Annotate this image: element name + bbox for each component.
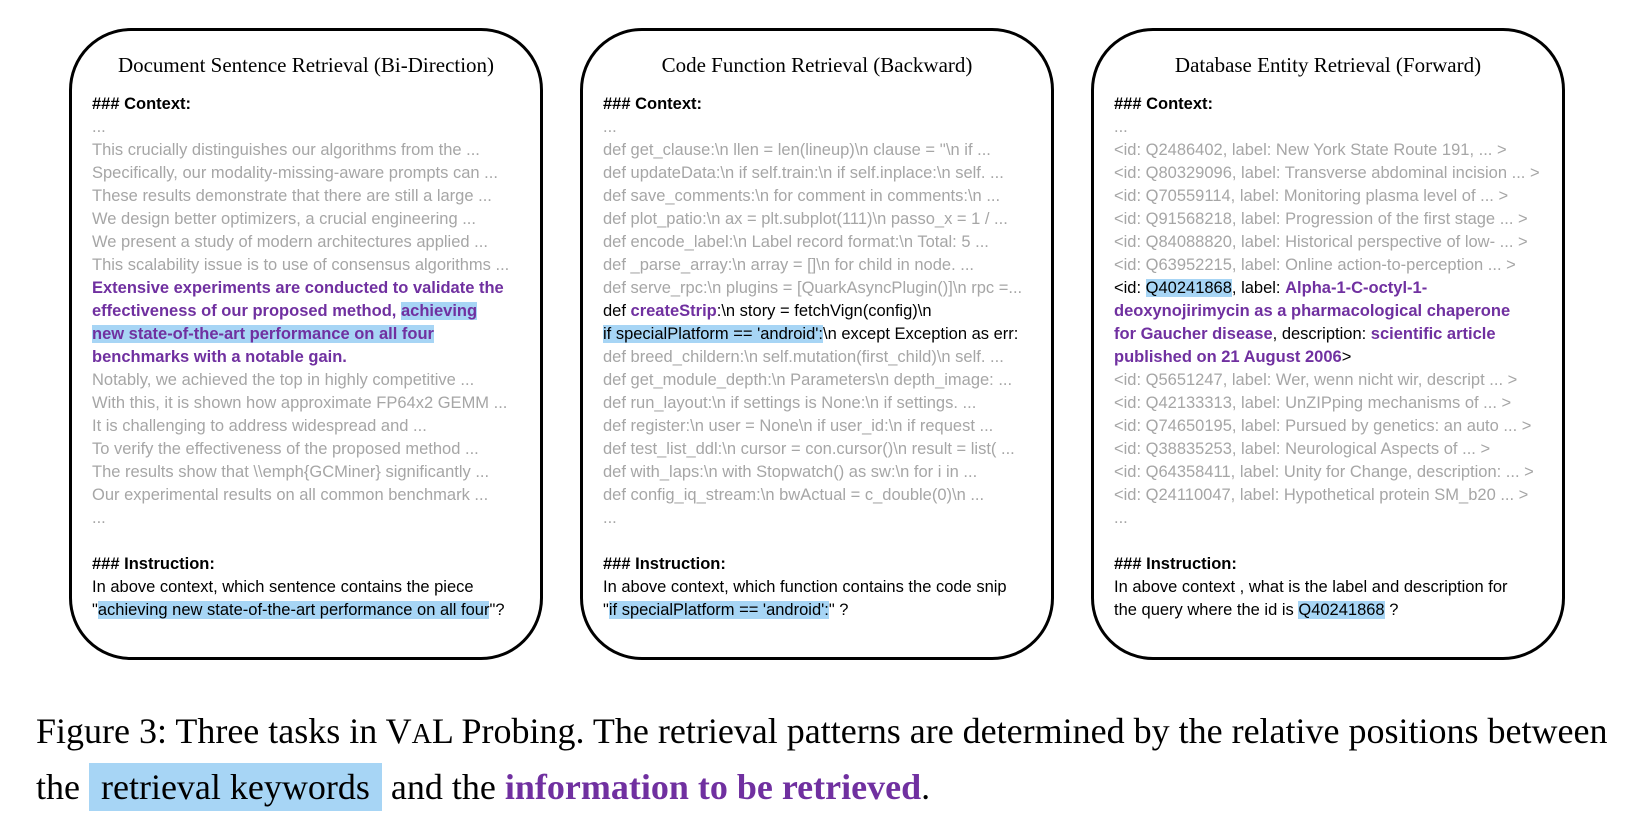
context-ellipsis: ... [1114, 509, 1128, 527]
instruction-text: In above context, which function contains the code snip [603, 578, 1007, 596]
context-ellipsis: ... [603, 509, 617, 527]
panel-title: Database Entity Retrieval (Forward) [1174, 53, 1482, 77]
caption-text: L Probing. The retrieval patterns are determined by the relative positions between the [36, 711, 1608, 807]
context-line: <id: Q64358411, label: Unity for Change, description: ... > [1114, 463, 1534, 481]
panel-title: Code Function Retrieval (Backward) [661, 53, 973, 77]
context-line: def save_comments:\n for comment in comments:\n ... [603, 187, 1001, 205]
context-line: def config_iq_stream:\n bwActual = c_double(0)\n ... [603, 486, 985, 504]
context-line: This crucially distinguishes our algorithms from the ... [92, 141, 480, 159]
target-function-line-2 [603, 323, 1043, 346]
instruction-header: ### Instruction: [92, 555, 215, 573]
instruction-text [1114, 576, 1534, 622]
instruction-query [92, 599, 532, 622]
quote-close: "? [489, 601, 505, 619]
target-label: Alpha-1-C-octyl-1-deoxynojirimycin as a pharmacological chaperone for Gaucher disease [1114, 279, 1511, 343]
context-line: These results demonstrate that there are still a large ... [92, 187, 492, 205]
context-line: def breed_childern:\n self.mutation(first_child)\n self. ... [603, 348, 1004, 366]
context-line: <id: Q5651247, label: Wer, wenn nicht wir, descript ... > [1114, 371, 1518, 389]
quote-open: " [92, 601, 98, 619]
target-description: scientific article published on 21 August 2006 [1114, 325, 1496, 366]
code-function-retrieval-panel [580, 28, 1054, 660]
retrieval-keyword: achieving new state-of-the-art performance on all four [97, 601, 490, 619]
context-line: Our experimental results on all common benchmark ... [92, 486, 489, 504]
context-line: Specifically, our modality-missing-aware prompts can ... [92, 164, 498, 182]
instruction-header: ### Instruction: [603, 555, 726, 573]
retrieval-keyword: Q40241868 [1298, 601, 1385, 619]
database-entity-retrieval-panel [1091, 28, 1565, 660]
panel-body [1114, 93, 1554, 622]
panel-body [603, 93, 1043, 622]
context-line: def serve_rpc:\n plugins = [QuarkAsyncPlugin()]\n rpc =... [603, 279, 1023, 297]
context-line: def get_clause:\n llen = len(lineup)\n clause = ''\n if ... [603, 141, 991, 159]
context-line: def test_list_ddl:\n cursor = con.cursor()\n result = list( ... [603, 440, 1015, 458]
caption-prefix: Figure 3: Three tasks in V [36, 711, 412, 751]
target-sentence [92, 277, 512, 369]
context-line: <id: Q24110047, label: Hypothetical protein SM_b20 ... > [1114, 486, 1529, 504]
quote-close: " ? [828, 601, 849, 619]
context-ellipsis: ... [603, 118, 617, 136]
def-keyword: def [603, 302, 631, 320]
context-line: We design better optimizers, a crucial engineering ... [92, 210, 476, 228]
target-function-body: :\n story = fetchVign(config)\n [716, 302, 932, 320]
target-function-body: \n except Exception as err: [823, 325, 1019, 343]
instruction-query [603, 599, 1043, 622]
legend-information-to-be-retrieved: information to be retrieved [504, 767, 922, 807]
context-line: Notably, we achieved the top in highly competitive ... [92, 371, 475, 389]
context-line: With this, it is shown how approximate FP64x2 GEMM ... [92, 394, 508, 412]
context-ellipsis: ... [92, 118, 106, 136]
description-prefix: , description: [1272, 325, 1371, 343]
caption-text: and the [381, 767, 505, 807]
context-line: def updateData:\n if self.train:\n if self.inplace:\n self. ... [603, 164, 1004, 182]
document-sentence-retrieval-panel [69, 28, 543, 660]
target-sentence-pre: Extensive experiments are conducted to validate the effectiveness of our proposed method, [92, 279, 504, 320]
question-mark: ? [1384, 601, 1399, 619]
context-line: def _parse_array:\n array = []\n for child in node. ... [603, 256, 974, 274]
panel-title: Document Sentence Retrieval (Bi-Direction) [117, 53, 495, 77]
context-header: ### Context: [603, 95, 703, 113]
context-line: def register:\n user = None\n if user_id:\n if request ... [603, 417, 994, 435]
instruction-body: In above context , what is the label and description for the query where the id is [1114, 578, 1508, 619]
caption-smallcaps: A [411, 719, 432, 750]
context-line: We present a study of modern architectures applied ... [92, 233, 488, 251]
caption-end: . [921, 767, 931, 807]
quote-open: " [603, 601, 609, 619]
context-line: <id: Q38835253, label: Neurological Aspects of ... > [1114, 440, 1491, 458]
context-line: <id: Q42133313, label: UnZIPping mechanisms of ... > [1114, 394, 1512, 412]
context-line: It is challenging to address widespread and ... [92, 417, 427, 435]
instruction-header: ### Instruction: [1114, 555, 1237, 573]
context-line: def with_laps:\n with Stopwatch() as sw:\n for i in ... [603, 463, 978, 481]
panel-body [92, 93, 532, 622]
context-line: <id: Q74650195, label: Pursued by genetics: an auto ... > [1114, 417, 1532, 435]
legend-retrieval-keywords: retrieval keywords [89, 763, 382, 811]
target-sentence-post: benchmarks with a notable gain. [92, 348, 347, 366]
context-line: The results show that \\emph{GCMiner} significantly ... [92, 463, 490, 481]
retrieval-keyword: Q40241868 [1145, 279, 1232, 297]
context-line: def get_module_depth:\n Parameters\n depth_image: ... [603, 371, 1013, 389]
context-line: def run_layout:\n if settings is None:\n if settings. ... [603, 394, 977, 412]
entity-open: <id: [1114, 279, 1146, 297]
context-line: To verify the effectiveness of the proposed method ... [92, 440, 479, 458]
entity-close: > [1341, 348, 1352, 366]
context-line: <id: Q63952215, label: Online action-to-perception ... > [1114, 256, 1516, 274]
context-header: ### Context: [92, 95, 192, 113]
context-line: <id: Q84088820, label: Historical perspective of low- ... > [1114, 233, 1528, 251]
context-header: ### Context: [1114, 95, 1214, 113]
retrieval-keyword: if specialPlatform == 'android': [603, 325, 823, 343]
context-line: <id: Q2486402, label: New York State Route 191, ... > [1114, 141, 1507, 159]
context-line: def plot_patio:\n ax = plt.subplot(111)\n passo_x = 1 / ... [603, 210, 1008, 228]
context-line: <id: Q70559114, label: Monitoring plasma level of ... > [1114, 187, 1509, 205]
target-function-name: createStrip [630, 302, 717, 320]
context-line: This scalability issue is to use of consensus algorithms ... [92, 256, 510, 274]
context-line: <id: Q91568218, label: Progression of the first stage ... > [1114, 210, 1528, 228]
target-entity [1114, 277, 1534, 369]
label-prefix: , label: [1231, 279, 1286, 297]
retrieval-keyword: if specialPlatform == 'android': [608, 601, 829, 619]
context-line: <id: Q80329096, label: Transverse abdominal incision ... > [1114, 164, 1540, 182]
figure-caption [36, 705, 1616, 813]
context-line: def encode_label:\n Label record format:\n Total: 5 ... [603, 233, 989, 251]
context-ellipsis: ... [1114, 118, 1128, 136]
context-ellipsis: ... [92, 509, 106, 527]
instruction-text: In above context, which sentence contains the piece [92, 578, 474, 596]
target-function-line-1 [603, 300, 1043, 323]
retrieval-keyword: achieving new state-of-the-art performance on all four [92, 302, 478, 343]
